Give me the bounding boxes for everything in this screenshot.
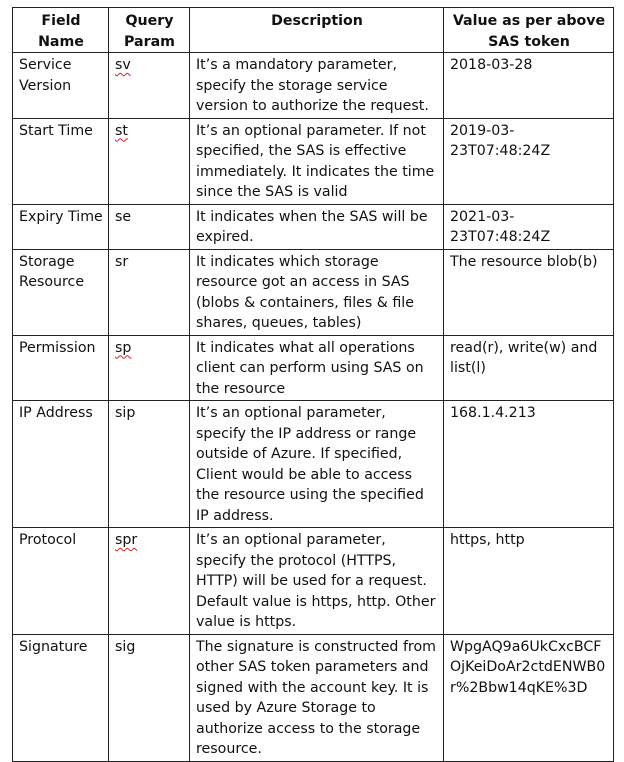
query-param-text: sig [115, 638, 136, 655]
query-param-cell [109, 528, 190, 635]
table-row [13, 204, 614, 249]
query-param-text: sp [115, 339, 132, 356]
field-name-cell: Signature [13, 634, 109, 761]
field-name-cell: Start Time [13, 118, 109, 204]
field-name-cell: IP Address [13, 401, 109, 528]
description-cell: It’s an optional parameter, specify the IP address or range outside of Azure. If specified, Client would be able to access the resource using the specified IP address. [190, 401, 444, 528]
query-param-cell [109, 204, 190, 249]
description-cell: It’s a mandatory parameter, specify the storage service version to authorize the request. [190, 53, 444, 119]
query-param-cell [109, 118, 190, 204]
table-row [13, 528, 614, 635]
query-param-cell [109, 53, 190, 119]
description-cell: It’s an optional parameter, specify the protocol (HTTPS, HTTP) will be used for a request. Default value is https, http. Other value is https. [190, 528, 444, 635]
value-cell: https, http [444, 528, 614, 635]
query-param-text: se [115, 208, 132, 225]
query-param-cell [109, 401, 190, 528]
query-param-text: sr [115, 253, 129, 270]
field-name-cell: Protocol [13, 528, 109, 635]
value-cell: read(r), write(w) and list(l) [444, 335, 614, 401]
table-row [13, 249, 614, 335]
query-param-text: st [115, 122, 128, 139]
field-name-cell: Expiry Time [13, 204, 109, 249]
query-param-cell [109, 335, 190, 401]
description-cell: It’s an optional parameter. If not specified, the SAS is effective immediately. It indicates the time since the SAS is valid [190, 118, 444, 204]
query-param-text: spr [115, 532, 138, 548]
table-header-row [13, 8, 614, 53]
value-cell: The resource blob(b) [444, 249, 614, 335]
header-field-name: Field Name [13, 8, 109, 53]
value-cell: 2021-03-23T07:48:24Z [444, 204, 614, 249]
field-name-cell: Permission [13, 335, 109, 401]
description-cell: It indicates which storage resource got an access in SAS (blobs & containers, files & file shares, queues, tables) [190, 249, 444, 335]
header-value: Value as per above SAS token [444, 8, 614, 53]
query-param-text: sip [115, 405, 136, 421]
value-cell: WpgAQ9a6UkCxcBCFOjKeiDoAr2ctdENWB0r%2Bbw14qKE%3D [444, 634, 614, 761]
field-name-cell: Storage Resource [13, 249, 109, 335]
header-description: Description [190, 8, 444, 53]
query-param-text: sv [115, 57, 131, 73]
description-cell: The signature is constructed from other SAS token parameters and signed with the account key. It is used by Azure Storage to authorize access to the storage resource. [190, 634, 444, 761]
query-param-cell [109, 249, 190, 335]
field-name-cell: Service Version [13, 53, 109, 119]
table-row [13, 634, 614, 761]
table-row [13, 335, 614, 401]
table-row [13, 118, 614, 204]
description-cell: It indicates what all operations client can perform using SAS on the resource [190, 335, 444, 401]
header-query-param: Query Param [109, 8, 190, 53]
value-cell: 2019-03-23T07:48:24Z [444, 118, 614, 204]
sas-parameters-table [12, 7, 614, 762]
description-cell: It indicates when the SAS will be expired. [190, 204, 444, 249]
query-param-cell [109, 634, 190, 761]
value-cell: 168.1.4.213 [444, 401, 614, 528]
table-row [13, 401, 614, 528]
document-page [12, 7, 614, 762]
value-cell: 2018-03-28 [444, 53, 614, 119]
table-row [13, 53, 614, 119]
